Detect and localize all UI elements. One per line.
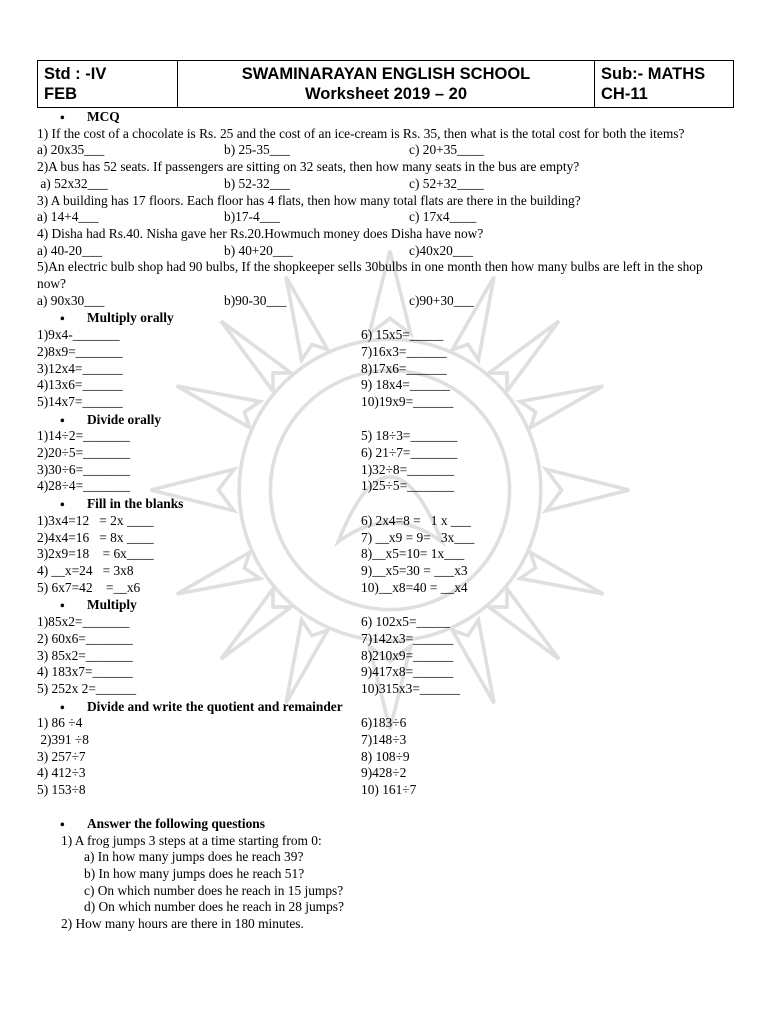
list-item: 3) 257÷7 (37, 748, 86, 764)
list-item: 10)19x9=______ (361, 393, 454, 409)
spacer (37, 799, 734, 815)
bullet-icon: • (60, 497, 65, 513)
subject-label: Sub:- MATHS (601, 65, 706, 83)
mcq-question-1: 1) If the cost of a chocolate is Rs. 25 and the cost of an ice-cream is Rs. 35, then what is the total cost for both the items? (37, 125, 685, 141)
bullet-icon: • (60, 699, 65, 715)
list-item: 1) 86 ÷4 (37, 715, 83, 731)
header-table (37, 60, 734, 108)
header-grade-cell (38, 61, 178, 107)
option-b: b)90-30___ (224, 292, 287, 308)
bullet-icon: • (60, 412, 65, 428)
list-item: 9) 18x4=______ (361, 377, 451, 393)
option-b: b) 40+20___ (224, 242, 293, 258)
list-item: 10) 161÷7 (361, 782, 417, 798)
list-item: 9)417x8=______ (361, 664, 454, 680)
option-b: b)17-4___ (224, 209, 280, 225)
list-item: 3) 85x2=_______ (37, 647, 133, 663)
list-item: 7)16x3=______ (361, 343, 447, 359)
list-item: 10)__x8=40 = __x4 (361, 579, 468, 595)
list-item: 2)8x9=_______ (37, 343, 123, 359)
list-item: 3)2x9=18 = 6x____ (37, 546, 154, 562)
list-item: 1)14÷2=_______ (37, 428, 131, 444)
bullet-icon: • (60, 311, 65, 327)
mcq-options-3 (37, 209, 734, 226)
grade-label: Std : -IV (44, 65, 107, 83)
section-title: Fill in the blanks (87, 496, 184, 512)
list-item: 6) 2x4=8 = 1 x ___ (361, 512, 471, 528)
worksheet-content (37, 109, 734, 933)
list-item: 1)85x2=_______ (37, 614, 130, 630)
answer-question-1-part-b: b) In how many jumps does he reach 51? (84, 865, 305, 881)
divide-qr-items (37, 715, 734, 799)
option-a: a) 90x30___ (37, 292, 105, 308)
mcq-question-5: 5)An electric bulb shop had 90 bulbs, If the shopkeeper sells 30bulbs in one month then how many bulbs are left in the shop now? (37, 259, 703, 292)
section-divide-qr-heading (37, 699, 734, 716)
answer-question-1: 1) A frog jumps 3 steps at a time starting from 0: (61, 832, 322, 848)
list-item: 7) __x9 = 9= 3x___ (361, 529, 475, 545)
mcq-question-2: 2)A bus has 52 seats. If passengers are sitting on 32 seats, then how many seats in the bus are empty? (37, 159, 580, 175)
section-title: MCQ (87, 109, 120, 124)
mcq-options-5 (37, 293, 734, 310)
list-item: 4) 183x7=______ (37, 664, 133, 680)
option-c: c)90+30___ (409, 292, 474, 308)
list-item: 8) 108÷9 (361, 748, 410, 764)
list-item: 5)14x7=______ (37, 393, 123, 409)
answer-question-2: 2) How many hours are there in 180 minutes. (61, 916, 304, 932)
answer-question-1-part-c: c) On which number does he reach in 15 jumps? (84, 882, 344, 898)
mcq-options-1 (37, 142, 734, 159)
option-b: b) 52-32___ (224, 175, 290, 191)
list-item: 10)315x3=______ (361, 680, 461, 696)
bullet-icon: • (60, 816, 65, 832)
list-item: 5) 252x 2=______ (37, 680, 137, 696)
mcq-options-2 (37, 176, 734, 193)
divide-orally-items (37, 428, 734, 495)
section-multiply-orally-heading (37, 310, 734, 327)
mcq-options-4 (37, 243, 734, 260)
list-item: 3)12x4=______ (37, 360, 123, 376)
option-b: b) 25-35___ (224, 142, 290, 158)
list-item: 4)13x6=______ (37, 377, 123, 393)
list-item: 6) 15x5=_____ (361, 327, 444, 343)
multiply-orally-items (37, 327, 734, 411)
header-school-cell (178, 61, 595, 107)
list-item: 6) 21÷7=_______ (361, 445, 458, 461)
list-item: 2) 60x6=_______ (37, 630, 133, 646)
school-name: SWAMINARAYAN ENGLISH SCHOOL (241, 65, 531, 83)
list-item: 5) 18÷3=_______ (361, 428, 458, 444)
option-a: a) 40-20___ (37, 242, 103, 258)
option-a: a) 52x32___ (37, 175, 108, 191)
list-item: 1)9x4-_______ (37, 327, 120, 343)
list-item: 4) __x=24 = 3x8 (37, 562, 134, 578)
mcq-question-3: 3) A building has 17 floors. Each floor has 4 flats, then how many total flats are there in the building? (37, 192, 581, 208)
option-c: c) 17x4____ (409, 209, 477, 225)
section-title: Divide and write the quotient and remainder (87, 698, 343, 714)
section-mcq-heading (37, 109, 734, 126)
section-multiply-heading (37, 597, 734, 614)
bullet-icon: • (60, 598, 65, 614)
list-item: 4)28÷4=_______ (37, 478, 131, 494)
list-item: 1)3x4=12 = 2x ____ (37, 512, 154, 528)
list-item: 7)142x3=______ (361, 630, 454, 646)
list-item: 2)4x4=16 = 8x ____ (37, 529, 154, 545)
worksheet-title: Worksheet 2019 – 20 (304, 85, 468, 103)
list-item: 8)17x6=______ (361, 360, 447, 376)
section-title: Divide orally (87, 411, 162, 427)
list-item: 1)25÷5=_______ (361, 478, 455, 494)
multiply-items (37, 614, 734, 698)
option-a: a) 14+4___ (37, 209, 99, 225)
section-answer-heading (37, 816, 734, 833)
list-item: 9)428÷2 (361, 765, 407, 781)
list-item: 5) 6x7=42 =__x6 (37, 579, 141, 595)
bullet-icon: • (60, 110, 65, 125)
section-fill-blanks-heading (37, 496, 734, 513)
list-item: 3)30÷6=_______ (37, 461, 131, 477)
worksheet (37, 60, 734, 933)
header-subject-cell (595, 61, 733, 107)
list-item: 6) 102x5=_____ (361, 614, 451, 630)
list-item: 6)183÷6 (361, 715, 407, 731)
section-divide-orally-heading (37, 412, 734, 429)
fill-blanks-items (37, 513, 734, 597)
list-item: 2)391 ÷8 (37, 732, 89, 748)
list-item: 8)__x5=10= 1x___ (361, 546, 465, 562)
list-item: 1)32÷8=_______ (361, 461, 455, 477)
list-item: 7)148÷3 (361, 732, 407, 748)
option-c: c) 20+35____ (409, 142, 484, 158)
option-c: c) 52+32____ (409, 175, 484, 191)
list-item: 9)__x5=30 = ___x3 (361, 562, 468, 578)
option-a: a) 20x35___ (37, 142, 105, 158)
answer-question-1-part-a: a) In how many jumps does he reach 39? (84, 849, 304, 865)
list-item: 4) 412÷3 (37, 765, 86, 781)
list-item: 8)210x9=______ (361, 647, 454, 663)
chapter-label: CH-11 (601, 85, 648, 103)
month-label: FEB (44, 85, 77, 103)
list-item: 5) 153÷8 (37, 782, 86, 798)
section-title: Multiply orally (87, 310, 174, 326)
section-title: Answer the following questions (87, 815, 265, 831)
section-title: Multiply (87, 597, 137, 613)
mcq-question-4: 4) Disha had Rs.40. Nisha gave her Rs.20.Howmuch money does Disha have now? (37, 225, 484, 241)
answer-question-1-part-d: d) On which number does he reach in 28 jumps? (84, 899, 344, 915)
option-c: c)40x20___ (409, 242, 473, 258)
list-item: 2)20÷5=_______ (37, 445, 131, 461)
